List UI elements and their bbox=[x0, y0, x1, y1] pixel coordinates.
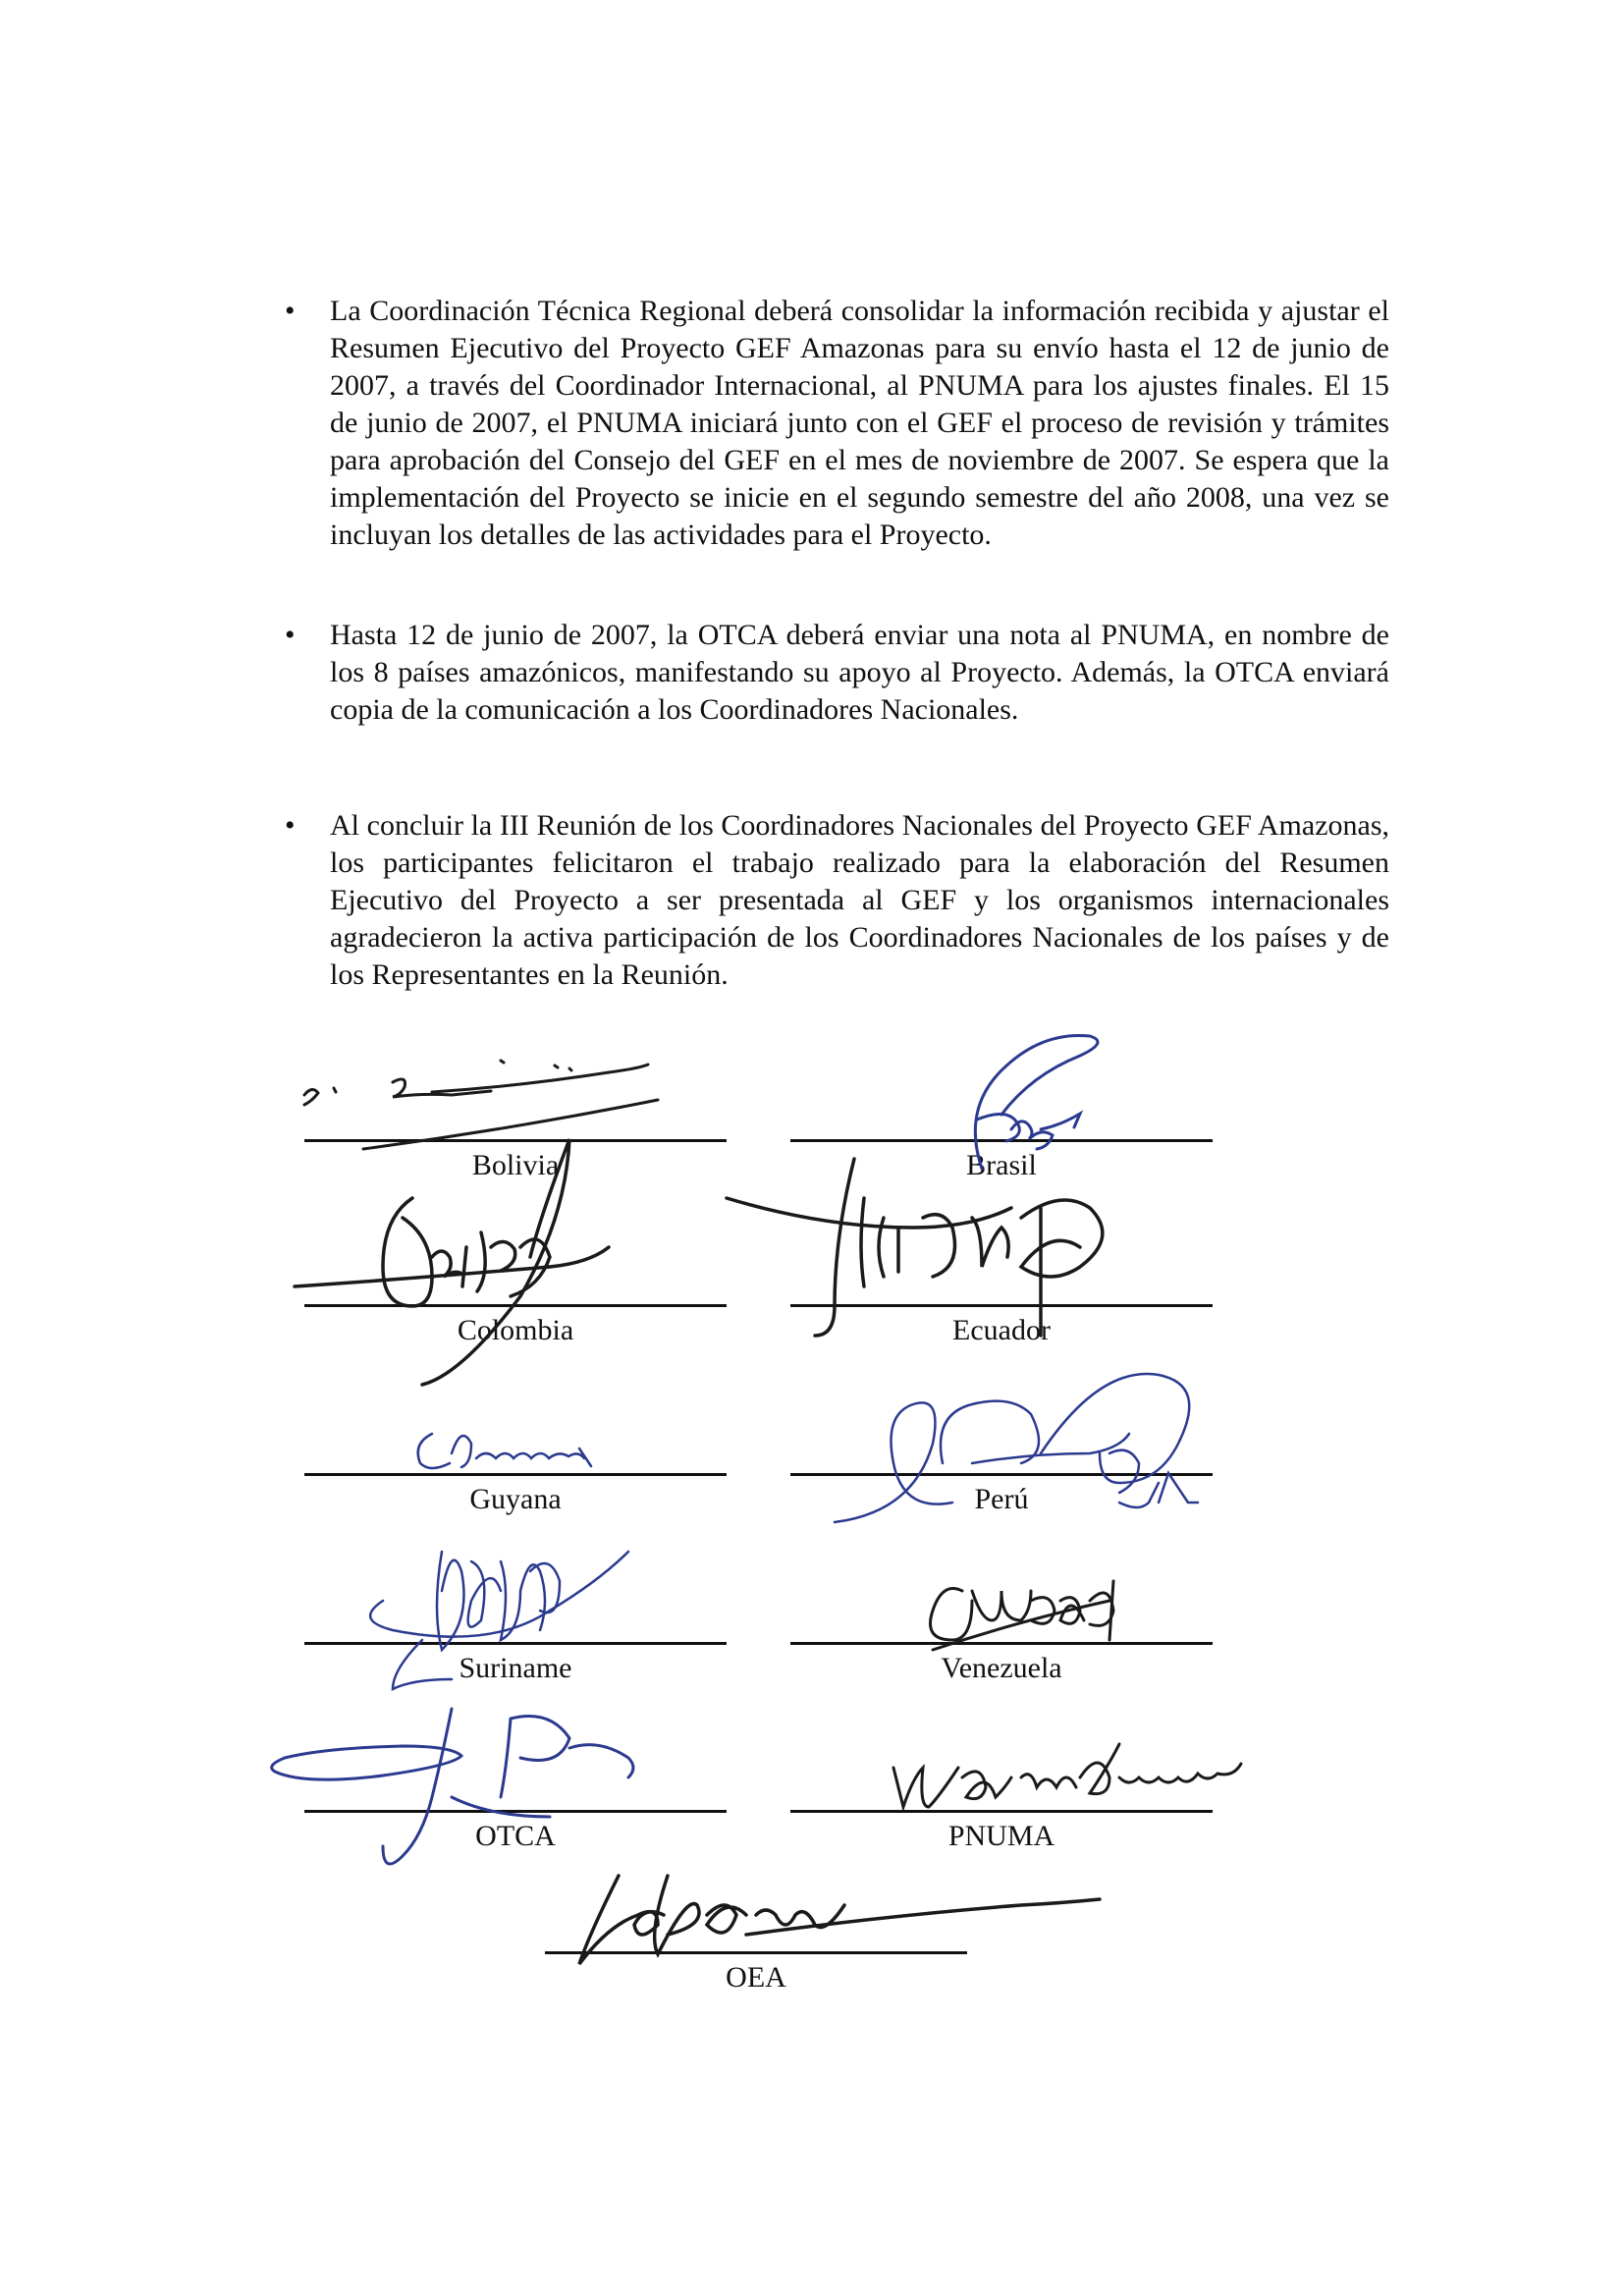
signature-line bbox=[304, 1810, 727, 1813]
signatory-label: OEA bbox=[726, 1961, 786, 1994]
signature-block-brasil bbox=[790, 1139, 1213, 1198]
signature-line bbox=[790, 1139, 1213, 1142]
signature-line bbox=[304, 1473, 727, 1476]
signatory-label: PNUMA bbox=[947, 1820, 1055, 1852]
signatory-label: Guyana bbox=[469, 1483, 562, 1515]
list-item bbox=[275, 807, 1389, 994]
signature-line bbox=[304, 1642, 727, 1645]
signatory-label: Brasil bbox=[966, 1149, 1037, 1181]
signature-line bbox=[304, 1304, 727, 1307]
signature-block-guyana bbox=[304, 1473, 727, 1532]
list-item bbox=[275, 617, 1389, 729]
signature-venezuela bbox=[923, 1561, 1149, 1650]
signature-block-colombia bbox=[304, 1304, 727, 1363]
signature-block-bolivia bbox=[304, 1139, 727, 1198]
signature-block-pnuma bbox=[790, 1810, 1213, 1869]
signature-block-suriname bbox=[304, 1642, 727, 1701]
signature-line bbox=[790, 1642, 1213, 1645]
signature-block-peru bbox=[790, 1473, 1213, 1532]
list-item bbox=[275, 293, 1389, 554]
signature-block-venezuela bbox=[790, 1642, 1213, 1701]
paragraph-text: Hasta 12 de junio de 2007, la OTCA deberá enviar una nota al PNUMA, en nombre de los 8 países amazónicos, manifestando su apoyo al Proyecto. Además, la OTCA enviará copia de la comunicación a los Coordinadores Nacionales. bbox=[330, 619, 1389, 726]
paragraph-text: Al concluir la III Reunión de los Coordinadores Nacionales del Proyecto GEF Amazonas, los participantes felicitaron el trabajo realizado para la elaboración del Resumen Ejecutivo del Proyecto a ser presentada al GEF y los organismos internacionales agradecieron la activa participación de los Coordinadores Nacionales de los países y de los Representantes en la Reunión. bbox=[330, 809, 1389, 991]
signatory-label: Ecuador bbox=[952, 1314, 1051, 1346]
bullet-icon: • bbox=[285, 619, 296, 651]
signature-line bbox=[790, 1810, 1213, 1813]
signature-block-oea bbox=[545, 1951, 967, 2010]
signature-line bbox=[790, 1304, 1213, 1307]
signature-line bbox=[545, 1951, 967, 1954]
signature-block-ecuador bbox=[790, 1304, 1213, 1363]
signatory-label: Perú bbox=[974, 1483, 1029, 1515]
signatory-label: Colombia bbox=[457, 1314, 574, 1346]
bullet-icon: • bbox=[285, 809, 296, 842]
paragraph-text: La Coordinación Técnica Regional deberá consolidar la información recibida y ajustar el Resumen Ejecutivo del Proyecto GEF Amazonas para su envío hasta el 12 de junio de 2007, a través del Coordinador Internacional, al PNUMA para los ajustes finales. El 15 de junio de 2007, el PNUMA iniciará junto con el GEF el proceso de revisión y trámites para aprobación del Consejo del GEF en el mes de noviembre de 2007. Se espera que la implementación del Proyecto se inicie en el segundo semestre del año 2008, una vez se incluyan los detalles de las actividades para el Proyecto. bbox=[330, 295, 1389, 551]
signatory-label: Suriname bbox=[459, 1652, 572, 1684]
signatory-label: OTCA bbox=[475, 1820, 556, 1852]
bullet-icon: • bbox=[285, 295, 296, 327]
signature-line bbox=[304, 1139, 727, 1142]
signature-block-otca bbox=[304, 1810, 727, 1869]
signature-line bbox=[790, 1473, 1213, 1476]
bullet-list bbox=[275, 293, 1389, 994]
signatory-label: Bolivia bbox=[471, 1149, 560, 1181]
signatory-label: Venezuela bbox=[941, 1652, 1062, 1684]
